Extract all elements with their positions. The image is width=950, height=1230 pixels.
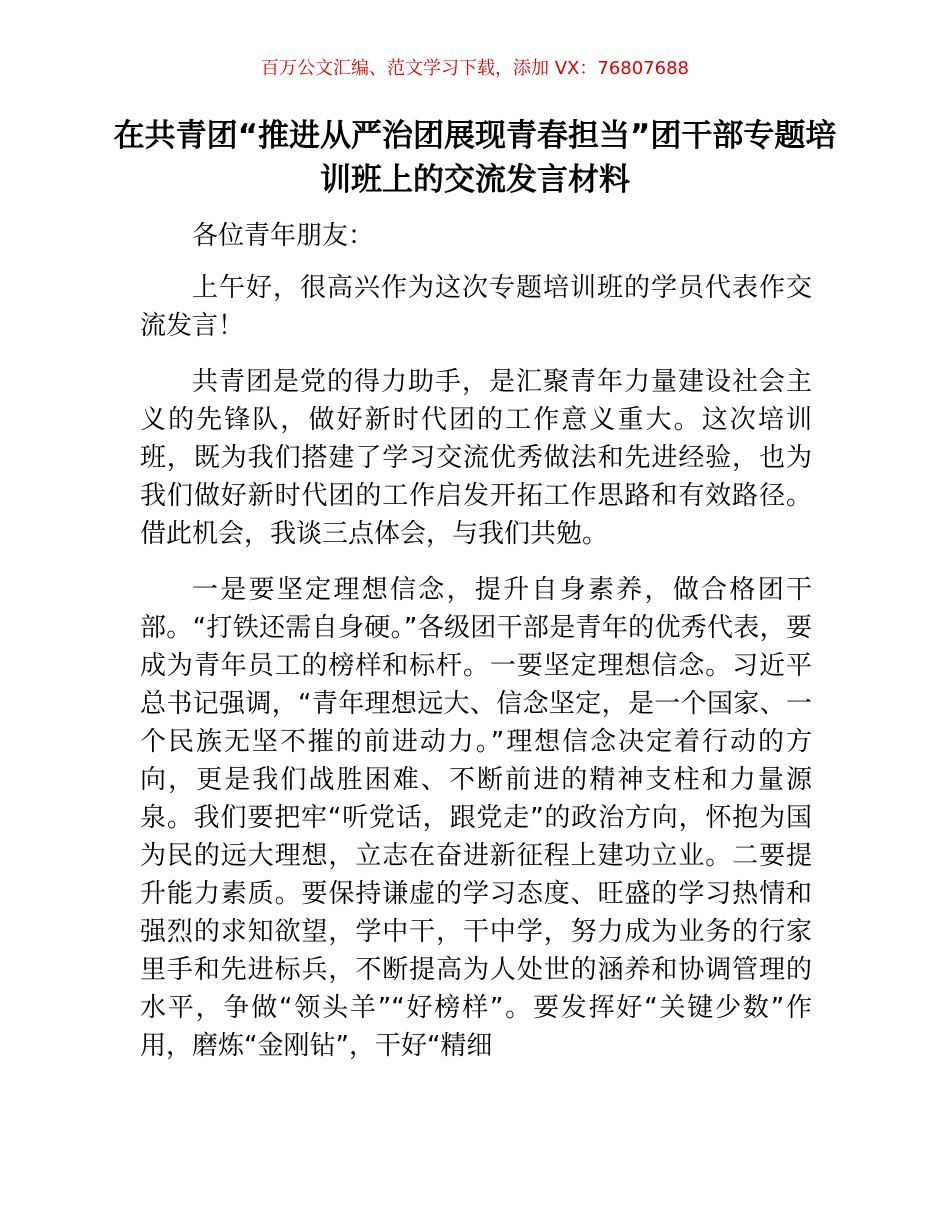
document-body (140, 217, 812, 1083)
paragraph-point-one: 一是要坚定理想信念，提升自身素养，做合格团干部。“打铁还需自身硬。”各级团干部是青年的优秀代表，要成为青年员工的榜样和标杆。一要坚定理想信念。习近平总书记强调，“青年理想远大、信念坚定，是一个国家、一个民族无坚不摧的前进动力。”理想信念决定着行动的方向，更是我们战胜困难、不断前进的精神支柱和力量源泉。我们要把牢“听党话，跟党走”的政治方向，怀抱为国为民的远大理想，立志在奋进新征程上建功立业。二要提升能力素质。要保持谦虚的学习态度、旺盛的学习热情和强烈的求知欲望，学中干，干中学，努力成为业务的行家里手和先进标兵，不断提高为人处世的涵养和协调管理的水平，争做“领头羊”“好榜样”。要发挥好“关键少数”作用，磨炼“金刚钻”，干好“精细 (140, 575, 812, 1061)
paragraph-introduction: 共青团是党的得力助手，是汇聚青年力量建设社会主义的先锋队，做好新时代团的工作意义重大。这次培训班，既为我们搭建了学习交流优秀做法和先进经验，也为我们做好新时代团的工作启发开拓工作思路和有效路径。借此机会，我谈三点体会，与我们共勉。 (140, 367, 812, 549)
greeting: 各位青年朋友： (192, 221, 375, 251)
document-title: 在共青团“推进从严治团展现青春担当”团干部专题培训班上的交流发言材料 (113, 118, 837, 198)
paragraph-opening: 上午好，很高兴作为这次专题培训班的学员代表作交流发言！ (140, 273, 812, 341)
header-note: 百万公文汇编、范文学习下载，添加 VX：76807688 (261, 58, 689, 79)
